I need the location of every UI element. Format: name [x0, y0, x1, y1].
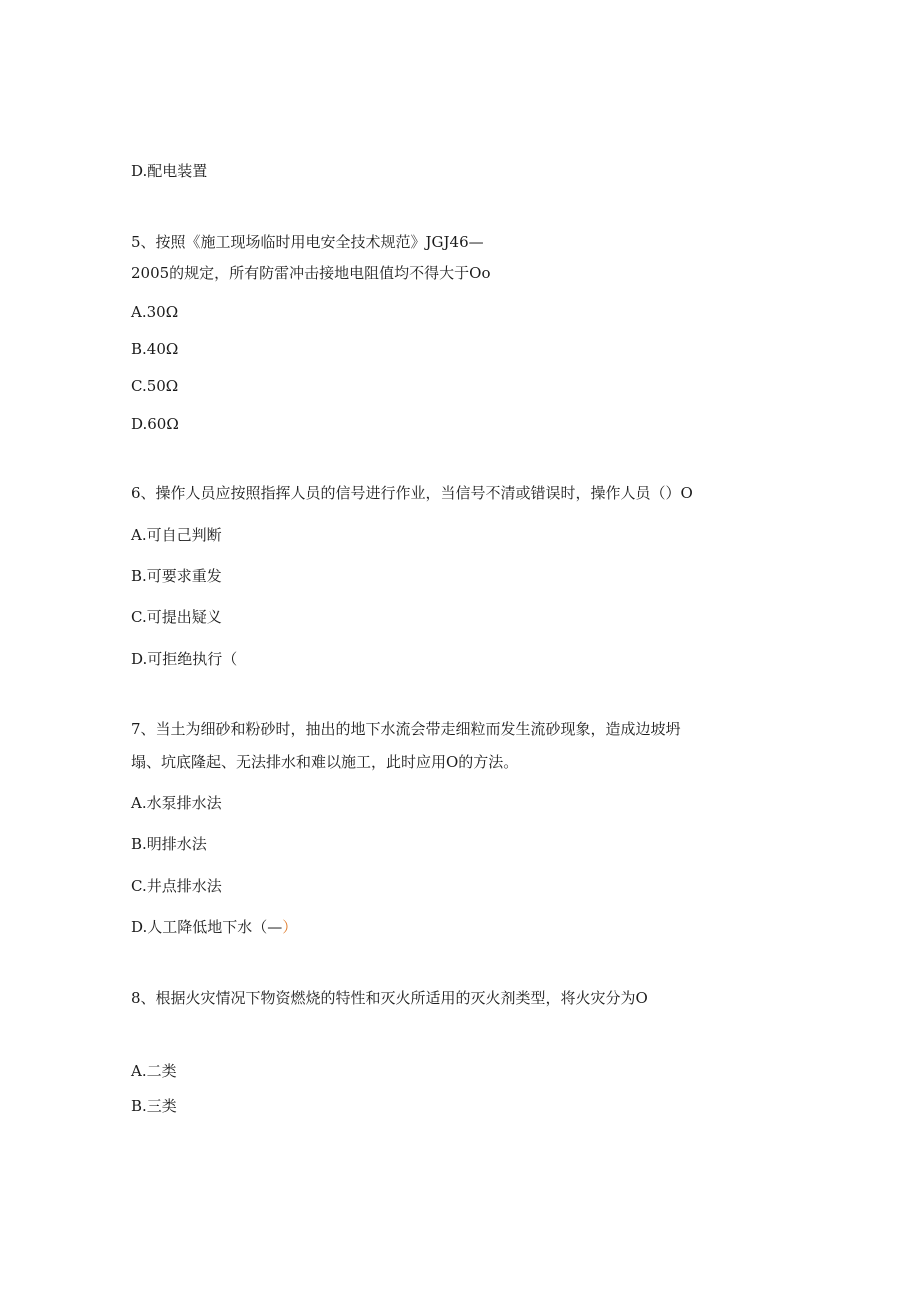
- q7-option-d: [131, 917, 297, 937]
- q5-question-line-1: 5、按照《施工现场临时用电安全技术规范》JGJ46—: [131, 233, 484, 251]
- q8-question: 8、根据火灾情况下物资燃烧的特性和灭火所适用的灭火剂类型，将火灾分为O: [131, 989, 648, 1007]
- q6-option-a: A.可自己判断: [131, 526, 222, 544]
- q7-option-d-text: D.人工降低地下水（—: [131, 918, 283, 936]
- q8-option-b: B.三类: [131, 1097, 177, 1115]
- q6-option-b: B.可要求重发: [131, 567, 222, 585]
- q7-option-b: B.明排水法: [131, 835, 207, 853]
- q5-option-c: C.50Ω: [131, 377, 179, 395]
- q5-option-b: B.40Ω: [131, 340, 179, 358]
- q7-option-c: C.井点排水法: [131, 877, 222, 895]
- q7-option-d-closing-paren: ）: [282, 918, 298, 936]
- q7-option-a: A.水泵排水法: [131, 794, 222, 812]
- q4-option-d: D.配电装置: [131, 162, 208, 180]
- q8-option-a: A.二类: [131, 1062, 177, 1080]
- q6-option-c: C.可提出疑义: [131, 608, 222, 626]
- q7-question-line-1: 7、当土为细砂和粉砂时，抽出的地下水流会带走细粒而发生流砂现象，造成边坡坍: [131, 720, 681, 738]
- q5-question-line-2: 2005的规定，所有防雷冲击接地电阻值均不得大于Oo: [131, 264, 491, 282]
- q6-option-d: D.可拒绝执行（: [131, 650, 238, 668]
- q5-option-a: A.30Ω: [131, 303, 179, 321]
- q6-question: 6、操作人员应按照指挥人员的信号进行作业，当信号不清或错误时，操作人员（）O: [131, 484, 693, 502]
- q5-option-d: D.60Ω: [131, 415, 179, 433]
- q7-question-line-2: 塌、坑底隆起、无法排水和难以施工，此时应用O的方法。: [131, 753, 519, 771]
